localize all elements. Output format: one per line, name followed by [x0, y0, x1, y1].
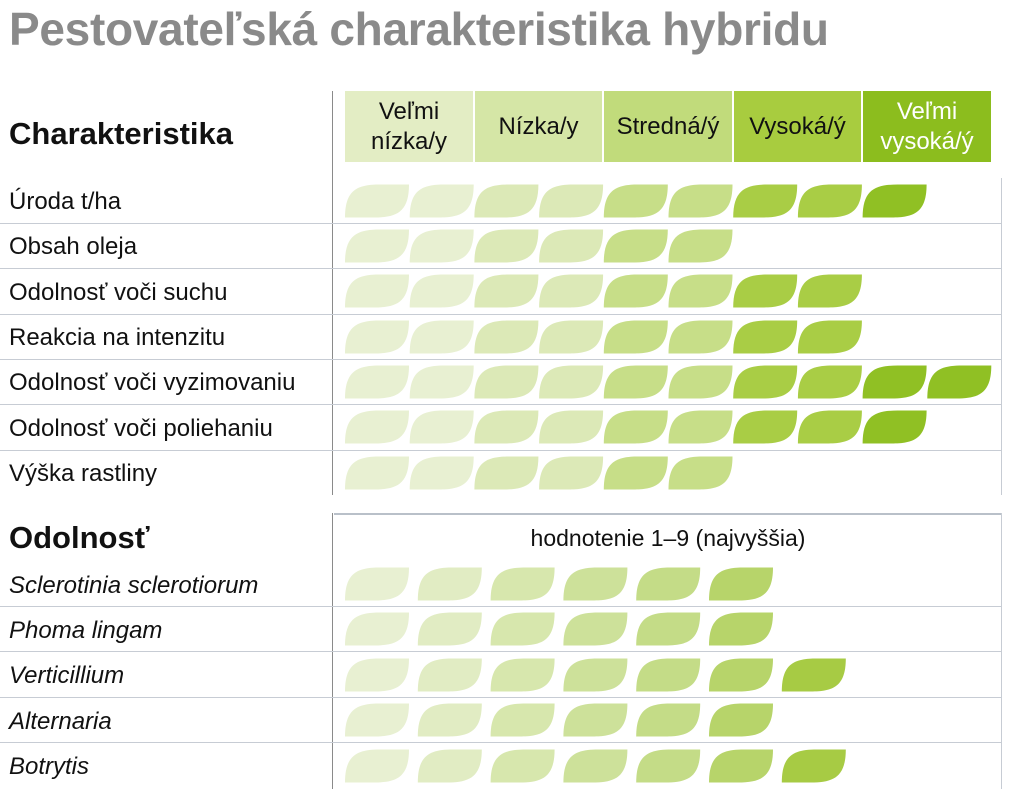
- leaf-marker: [345, 275, 409, 308]
- leaf-marker: [733, 185, 797, 218]
- leaf-marker: [636, 704, 700, 737]
- leaf-marker: [474, 321, 538, 354]
- leaf-marker: [636, 613, 700, 646]
- leaf-marker: [418, 704, 482, 737]
- leaf-marker: [345, 366, 409, 399]
- row-label-alternaria: Alternaria: [9, 708, 112, 735]
- leaf-marker: [798, 185, 862, 218]
- leaf-marker: [604, 457, 668, 490]
- leaf-marker: [410, 366, 474, 399]
- leaf-marker: [345, 230, 409, 263]
- row-label-winter-hardiness: Odolnosť voči vyzimovaniu: [9, 369, 296, 396]
- leaf-marker: [539, 366, 603, 399]
- leaf-marker: [709, 613, 773, 646]
- leaf-marker: [669, 321, 733, 354]
- resistance-heading: Odolnosť: [9, 520, 150, 555]
- leaf-marker: [474, 366, 538, 399]
- leaf-marker: [563, 659, 627, 692]
- leaf-marker: [669, 230, 733, 263]
- leaf-marker: [733, 411, 797, 444]
- legend-label: Stredná/ý: [616, 112, 720, 140]
- leaf-marker: [345, 750, 409, 783]
- leaf-marker: [539, 411, 603, 444]
- leaf-marker: [539, 230, 603, 263]
- leaf-marker: [563, 704, 627, 737]
- legend-label: Veľmi vysoká/ý: [880, 97, 974, 155]
- leaf-marker: [798, 321, 862, 354]
- row-label-intensity-response: Reakcia na intenzitu: [9, 324, 226, 351]
- leaf-marker: [709, 659, 773, 692]
- leaf-marker: [733, 321, 797, 354]
- leaf-marker: [863, 185, 927, 218]
- leaf-marker: [345, 659, 409, 692]
- leaf-marker: [927, 366, 991, 399]
- leaf-marker: [410, 185, 474, 218]
- leaf-marker: [798, 411, 862, 444]
- leaf-marker: [709, 704, 773, 737]
- leaf-marker: [669, 275, 733, 308]
- leaf-marker: [345, 411, 409, 444]
- leaf-marker: [669, 457, 733, 490]
- leaf-marker: [733, 275, 797, 308]
- leaf-marker: [410, 321, 474, 354]
- leaf-marker: [636, 568, 700, 601]
- leaf-marker: [418, 613, 482, 646]
- leaf-marker: [345, 321, 409, 354]
- leaf-marker: [410, 411, 474, 444]
- leaf-marker: [491, 750, 555, 783]
- scale-note: hodnotenie 1–9 (najvyššia): [530, 525, 806, 551]
- leaf-marker: [733, 366, 797, 399]
- leaf-marker: [345, 704, 409, 737]
- leaf-marker: [636, 750, 700, 783]
- leaf-marker: [604, 321, 668, 354]
- leaf-marker: [418, 568, 482, 601]
- leaf-marker: [604, 366, 668, 399]
- row-label-botrytis: Botrytis: [9, 753, 90, 780]
- leaf-marker: [474, 185, 538, 218]
- leaf-marker: [418, 750, 482, 783]
- leaf-marker: [491, 659, 555, 692]
- legend-label: Nízka/y: [498, 112, 579, 140]
- page-title: Pestovateľská charakteristika hybridu: [9, 3, 829, 55]
- leaf-marker: [636, 659, 700, 692]
- row-label-drought-resistance: Odolnosť voči suchu: [9, 279, 228, 306]
- leaf-marker: [345, 568, 409, 601]
- leaf-marker: [604, 275, 668, 308]
- leaf-marker: [345, 185, 409, 218]
- leaf-marker: [563, 750, 627, 783]
- leaf-marker: [669, 366, 733, 399]
- row-label-phoma: Phoma lingam: [9, 617, 163, 644]
- leaf-marker: [539, 321, 603, 354]
- leaf-marker: [604, 230, 668, 263]
- leaf-marker: [604, 411, 668, 444]
- row-label-verticillium: Verticillium: [9, 662, 125, 689]
- leaf-marker: [410, 230, 474, 263]
- leaf-marker: [410, 457, 474, 490]
- leaf-marker: [709, 750, 773, 783]
- characteristics-heading: Charakteristika: [9, 116, 234, 151]
- leaf-marker: [539, 185, 603, 218]
- leaf-marker: [474, 230, 538, 263]
- leaf-marker: [491, 568, 555, 601]
- leaf-marker: [418, 659, 482, 692]
- leaf-marker: [491, 704, 555, 737]
- leaf-marker: [798, 366, 862, 399]
- leaf-marker: [474, 275, 538, 308]
- leaf-marker: [539, 457, 603, 490]
- leaf-marker: [491, 613, 555, 646]
- row-label-oil-content: Obsah oleja: [9, 233, 138, 260]
- leaf-marker: [604, 185, 668, 218]
- row-label-yield: Úroda t/ha: [9, 188, 122, 215]
- row-label-lodging-resistance: Odolnosť voči poliehaniu: [9, 415, 273, 442]
- leaf-marker: [863, 411, 927, 444]
- leaf-marker: [539, 275, 603, 308]
- leaf-marker: [345, 457, 409, 490]
- leaf-marker: [782, 750, 846, 783]
- leaf-marker: [345, 613, 409, 646]
- leaf-marker: [798, 275, 862, 308]
- leaf-marker: [474, 457, 538, 490]
- leaf-marker: [863, 366, 927, 399]
- leaf-marker: [782, 659, 846, 692]
- legend-label: Veľmi nízka/y: [370, 97, 448, 155]
- leaf-marker: [709, 568, 773, 601]
- leaf-marker: [563, 568, 627, 601]
- leaf-marker: [669, 411, 733, 444]
- leaf-marker: [563, 613, 627, 646]
- leaf-marker: [474, 411, 538, 444]
- row-label-sclerotinia: Sclerotinia sclerotiorum: [9, 572, 259, 599]
- legend-label: Vysoká/ý: [749, 112, 846, 140]
- leaf-marker: [410, 275, 474, 308]
- leaf-marker: [669, 185, 733, 218]
- row-label-plant-height: Výška rastliny: [9, 460, 158, 487]
